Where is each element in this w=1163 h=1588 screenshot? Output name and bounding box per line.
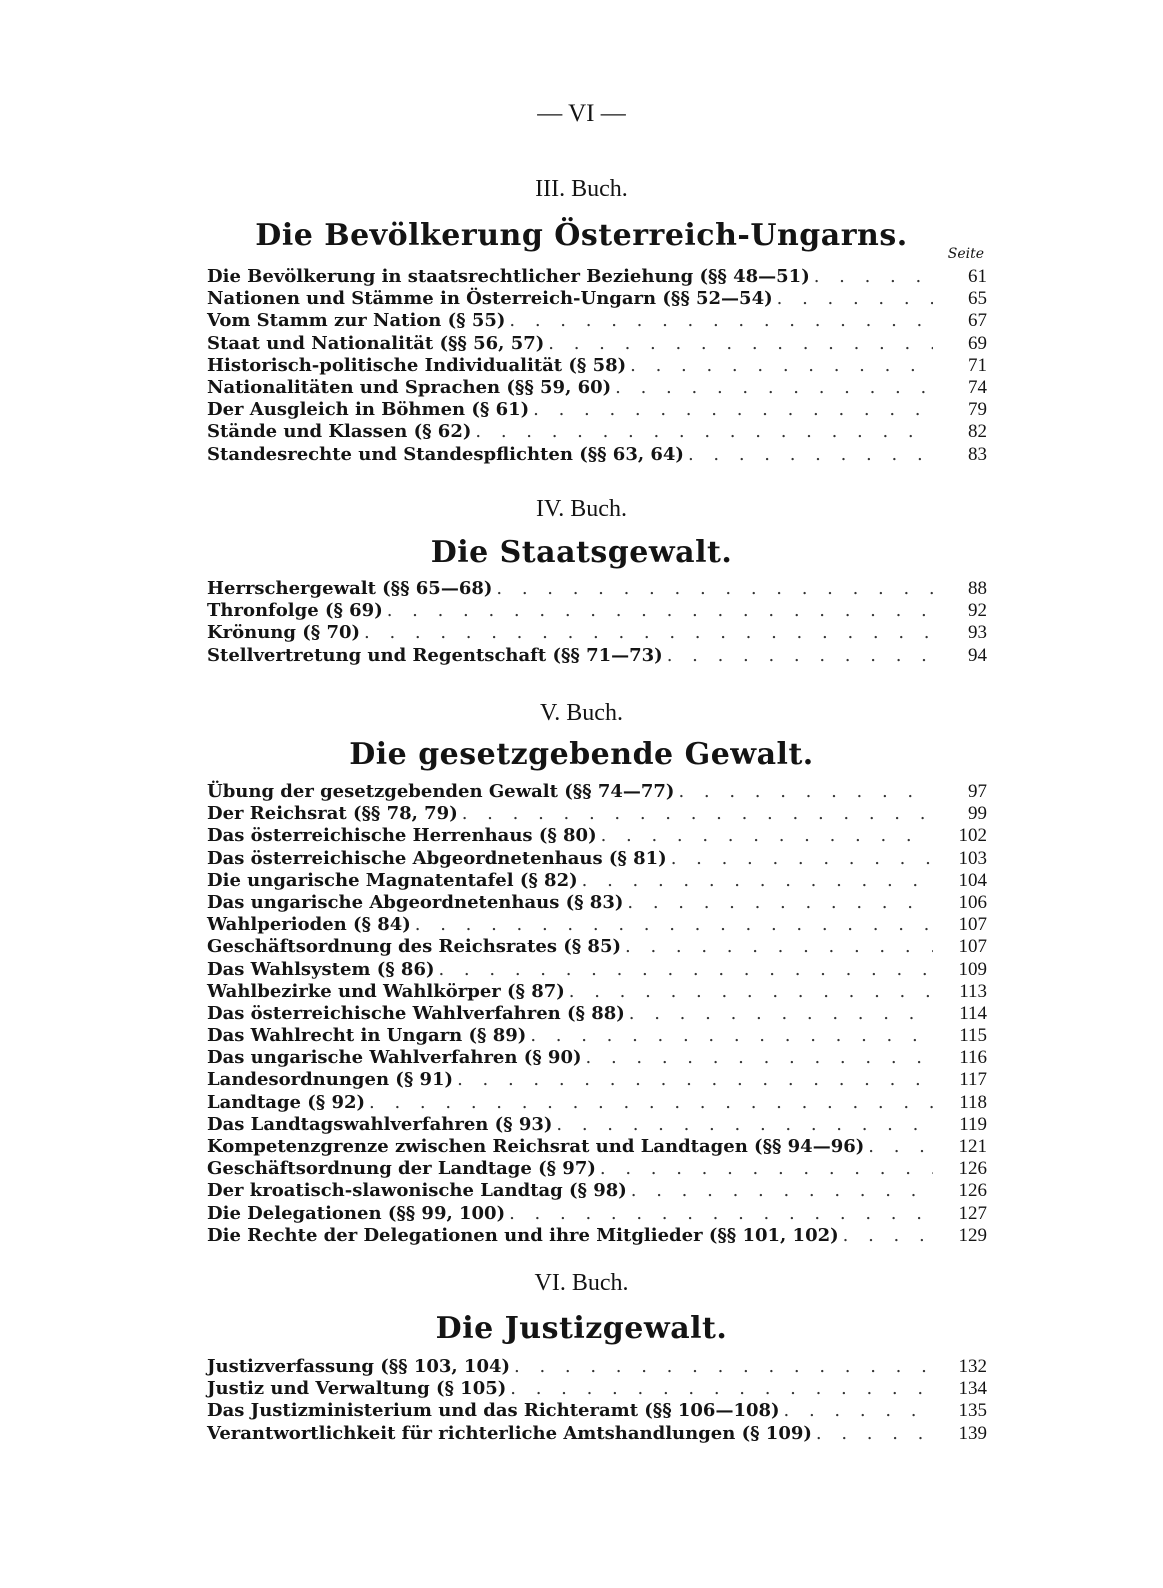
toc-entry-page: 119: [959, 1113, 987, 1135]
book-title-iv: Die Staatsgewalt.: [430, 535, 733, 570]
toc-entry-page: 74: [968, 376, 987, 398]
toc-entry-page: 106: [958, 891, 987, 913]
toc-entry: [207, 1069, 987, 1091]
toc-entry-page: 116: [959, 1047, 987, 1069]
toc-entry-title: Der kroatisch-slawonische Landtag (§ 98): [207, 1180, 627, 1202]
toc-entry-page: 88: [968, 578, 987, 599]
toc-entry-page: 127: [958, 1202, 987, 1224]
toc-list-vi: [207, 1356, 987, 1445]
toc-entry: [207, 266, 987, 288]
toc-dot-leader: [569, 981, 933, 1003]
toc-entry-page: 61: [968, 266, 987, 287]
toc-dot-leader: [816, 1423, 933, 1445]
toc-entry-title: Das Landtagswahlverfahren (§ 93): [207, 1113, 553, 1135]
toc-entry-title: Landesordnungen (§ 91): [207, 1069, 454, 1091]
toc-entry-title: Nationen und Stämme in Österreich-Ungarn (§§ 52—54): [207, 288, 773, 310]
toc-entry-title: Das österreichische Abgeordnetenhaus (§ 81): [207, 847, 667, 869]
toc-entry: [207, 1114, 987, 1136]
toc-entry: [207, 1356, 987, 1378]
toc-dot-leader: [514, 1356, 933, 1378]
toc-entry: [207, 981, 987, 1003]
toc-dot-leader: [462, 803, 933, 825]
toc-entry-page: 107: [958, 914, 987, 936]
page-number: — VI —: [537, 100, 626, 127]
toc-entry-page: 79: [968, 399, 987, 421]
toc-entry: [207, 892, 987, 914]
toc-entry-title: Stellvertretung und Regentschaft (§§ 71—73): [207, 644, 663, 666]
toc-entry-title: Historisch-politische Individualität (§ 58): [207, 354, 627, 376]
toc-dot-leader: [688, 444, 933, 466]
toc-dot-leader: [601, 825, 933, 847]
toc-dot-leader: [586, 1047, 934, 1069]
toc-entry-title: Thronfolge (§ 69): [207, 600, 383, 622]
toc-entry-title: Die Delegationen (§§ 99, 100): [207, 1202, 506, 1224]
toc-entry-title: Kompetenzgrenze zwischen Reichsrat und Landtagen (§§ 94—96): [207, 1136, 865, 1157]
toc-entry-title: Justizverfassung (§§ 103, 104): [207, 1356, 511, 1377]
toc-entry-title: Geschäftsordnung der Landtage (§ 97): [207, 1158, 596, 1180]
toc-dot-leader: [548, 333, 933, 355]
toc-entry-page: 103: [958, 847, 987, 869]
toc-entry-page: 99: [968, 803, 987, 825]
toc-list-iv: [207, 578, 987, 667]
toc-entry-title: Das Justizministerium und das Richteramt (§§ 106—108): [207, 1400, 780, 1422]
toc-entry-page: 132: [958, 1356, 987, 1377]
seite-column-label: Seite: [947, 246, 984, 262]
toc-entry-title: Wahlperioden (§ 84): [207, 914, 411, 936]
toc-entry-page: 92: [968, 600, 987, 622]
toc-entry: [207, 914, 987, 936]
toc-entry: [207, 1047, 987, 1069]
toc-entry: [207, 1025, 987, 1047]
toc-entry: [207, 333, 987, 355]
book-heading-iii: III. Buch.: [535, 176, 628, 202]
toc-dot-leader: [667, 645, 933, 667]
toc-entry-page: 129: [958, 1224, 987, 1246]
toc-entry-title: Die Bevölkerung in staatsrechtlicher Beziehung (§§ 48—51): [207, 266, 810, 287]
toc-entry-title: Justiz und Verwaltung (§ 105): [207, 1378, 507, 1400]
toc-entry-page: 115: [959, 1025, 987, 1047]
toc-entry-page: 134: [958, 1378, 987, 1400]
toc-entry-page: 121: [958, 1136, 987, 1157]
toc-entry: [207, 421, 987, 443]
toc-dot-leader: [582, 870, 933, 892]
toc-entry: [207, 1092, 987, 1114]
toc-dot-leader: [438, 959, 933, 981]
toc-entry-title: Das österreichische Wahlverfahren (§ 88): [207, 1002, 625, 1024]
toc-dot-leader: [509, 310, 933, 332]
toc-entry-title: Übung der gesetzgebenden Gewalt (§§ 74—77): [207, 781, 675, 802]
toc-dot-leader: [631, 1180, 933, 1202]
toc-entry-title: Geschäftsordnung des Reichsrates (§ 85): [207, 936, 621, 958]
toc-dot-leader: [457, 1069, 933, 1091]
toc-dot-leader: [629, 1003, 933, 1025]
toc-dot-leader: [868, 1136, 933, 1158]
toc-entry-title: Das Wahlrecht in Ungarn (§ 89): [207, 1025, 527, 1047]
toc-entry-title: Standesrechte und Standespflichten (§§ 63, 64): [207, 443, 684, 465]
toc-entry-page: 135: [958, 1400, 987, 1422]
book-title-vi: Die Justizgewalt.: [435, 1311, 728, 1346]
toc-entry: [207, 825, 987, 847]
toc-dot-leader: [510, 1378, 933, 1400]
toc-entry-page: 139: [958, 1422, 987, 1444]
book-title-iii: Die Bevölkerung Österreich-Ungarns.: [255, 218, 908, 253]
toc-entry-page: 102: [958, 825, 987, 847]
toc-entry-page: 93: [968, 622, 987, 644]
toc-dot-leader: [533, 399, 933, 421]
toc-entry: [207, 1180, 987, 1202]
toc-entry-title: Vom Stamm zur Nation (§ 55): [207, 310, 506, 332]
toc-entry: [207, 1158, 987, 1180]
toc-entry-page: 126: [958, 1180, 987, 1202]
toc-dot-leader: [369, 1092, 933, 1114]
toc-entry: [207, 848, 987, 870]
toc-dot-leader: [556, 1114, 933, 1136]
toc-entry-page: 104: [958, 869, 987, 891]
toc-entry: [207, 1203, 987, 1225]
book-heading-v: V. Buch.: [540, 700, 623, 726]
toc-list-iii: [207, 266, 987, 466]
toc-entry-page: 82: [968, 421, 987, 443]
toc-dot-leader: [387, 600, 933, 622]
toc-entry: [207, 310, 987, 332]
toc-entry-title: Landtage (§ 92): [207, 1091, 366, 1113]
toc-entry-title: Das österreichische Herrenhaus (§ 80): [207, 825, 597, 847]
toc-entry-title: Das ungarische Abgeordnetenhaus (§ 83): [207, 891, 624, 913]
toc-dot-leader: [814, 266, 933, 288]
toc-entry-title: Herrschergewalt (§§ 65—68): [207, 578, 493, 599]
toc-dot-leader: [496, 578, 933, 600]
toc-entry-page: 109: [958, 958, 987, 980]
toc-entry-page: 65: [968, 288, 987, 310]
toc-dot-leader: [415, 914, 933, 936]
toc-entry: [207, 1003, 987, 1025]
toc-entry-page: 97: [968, 781, 987, 802]
toc-dot-leader: [671, 848, 933, 870]
toc-entry: [207, 781, 987, 803]
toc-entry: [207, 645, 987, 667]
toc-entry: [207, 399, 987, 421]
toc-entry: [207, 600, 987, 622]
toc-entry: [207, 622, 987, 644]
toc-entry-title: Der Reichsrat (§§ 78, 79): [207, 803, 458, 825]
toc-entry-title: Die Rechte der Delegationen und ihre Mitglieder (§§ 101, 102): [207, 1224, 839, 1246]
toc-entry-page: 83: [968, 443, 987, 465]
toc-entry: [207, 1225, 987, 1247]
toc-dot-leader: [475, 421, 933, 443]
toc-entry-page: 117: [959, 1069, 987, 1091]
toc-entry: [207, 578, 987, 600]
toc-entry-title: Verantwortlichkeit für richterliche Amtshandlungen (§ 109): [207, 1422, 812, 1444]
toc-dot-leader: [843, 1225, 933, 1247]
toc-dot-leader: [678, 781, 933, 803]
book-heading-iv: IV. Buch.: [536, 496, 627, 522]
toc-entry-title: Staat und Nationalität (§§ 56, 57): [207, 332, 545, 354]
toc-entry-title: Nationalitäten und Sprachen (§§ 59, 60): [207, 376, 612, 398]
toc-entry-title: Das ungarische Wahlverfahren (§ 90): [207, 1047, 582, 1069]
toc-entry-title: Stände und Klassen (§ 62): [207, 421, 472, 443]
toc-dot-leader: [364, 622, 933, 644]
toc-dot-leader: [627, 892, 933, 914]
toc-dot-leader: [600, 1158, 933, 1180]
toc-entry: [207, 936, 987, 958]
toc-dot-leader: [625, 936, 933, 958]
toc-entry-page: 113: [959, 980, 987, 1002]
toc-dot-leader: [784, 1400, 933, 1422]
toc-entry: [207, 959, 987, 981]
toc-entry: [207, 1378, 987, 1400]
book-heading-vi: VI. Buch.: [534, 1270, 629, 1296]
toc-entry-page: 107: [958, 936, 987, 958]
toc-dot-leader: [615, 377, 933, 399]
toc-dot-leader: [530, 1025, 933, 1047]
toc-list-v: [207, 781, 987, 1247]
toc-entry-page: 69: [968, 332, 987, 354]
toc-entry-title: Krönung (§ 70): [207, 622, 361, 644]
toc-entry: [207, 1136, 987, 1158]
toc-entry-page: 94: [968, 644, 987, 666]
toc-entry: [207, 288, 987, 310]
toc-entry: [207, 803, 987, 825]
toc-entry-page: 114: [959, 1002, 987, 1024]
toc-entry-page: 126: [958, 1158, 987, 1180]
toc-entry-title: Der Ausgleich in Böhmen (§ 61): [207, 399, 530, 421]
toc-entry-page: 67: [968, 310, 987, 332]
toc-entry: [207, 355, 987, 377]
toc-entry-title: Die ungarische Magnatentafel (§ 82): [207, 869, 578, 891]
toc-entry: [207, 444, 987, 466]
toc-dot-leader: [509, 1203, 933, 1225]
toc-dot-leader: [630, 355, 933, 377]
toc-entry-page: 71: [968, 354, 987, 376]
toc-entry-title: Das Wahlsystem (§ 86): [207, 958, 435, 980]
book-title-v: Die gesetzgebende Gewalt.: [349, 737, 814, 772]
toc-entry-page: 118: [959, 1091, 987, 1113]
toc-entry: [207, 1423, 987, 1445]
toc-entry: [207, 870, 987, 892]
toc-entry: [207, 1400, 987, 1422]
toc-entry: [207, 377, 987, 399]
toc-dot-leader: [777, 288, 933, 310]
toc-entry-title: Wahlbezirke und Wahlkörper (§ 87): [207, 980, 565, 1002]
